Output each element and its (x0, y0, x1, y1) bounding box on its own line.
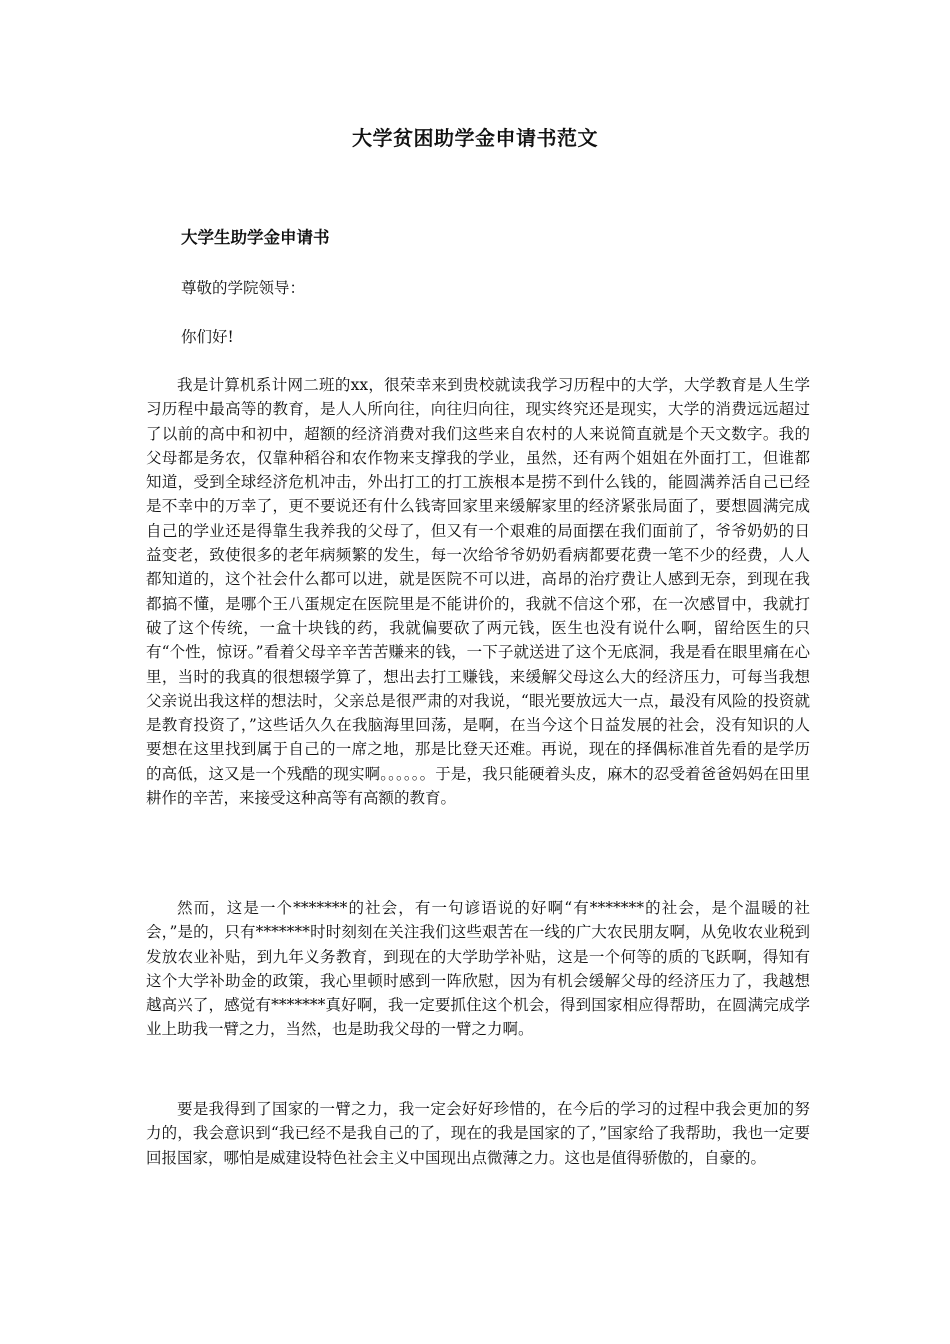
salutation: 尊敬的学院领导： (181, 279, 306, 297)
body-paragraph-1 (146, 373, 810, 810)
paragraph-text: 然而，这是一个*******的社会，有一句谚语说的好啊“有*******的社会，是个温暖的社会，”是的，只有*******时时刻刻在关注我们这些艰苦在一线的广大农民朋友啊，从免收农业税到发放农业补贴，到九年义务教育，到现在的大学助学补贴，这是一个何等的质的飞跃啊，得知有这个大学补助金的政策，我心里顿时感到一阵欣慰，因为有机会缓解父母的经济压力了，我越想越高兴了，感觉有*******真好啊，我一定要抓住这个机会，得到国家相应得帮助，在圆满完成学业上助我一臂之力，当然，也是助我父母的一臂之力啊。 (146, 899, 810, 1039)
body-paragraph-3 (146, 1097, 810, 1170)
paragraph-text: 我是计算机系计网二班的xx，很荣幸来到贵校就读我学习历程中的大学，大学教育是人生学习历程中最高等的教育，是人人所向往，向往归向往，现实终究还是现实，大学的消费远远超过了以前的高中和初中，超额的经济消费对我们这些来自农村的人来说简直就是个天文数字。我的父母都是务农，仅靠种稻谷和农作物来支撑我的学业，虽然，还有两个姐姐在外面打工，但谁都知道，受到全球经济危机冲击，外出打工的打工族根本是捞不到什么钱的，能圆满养活自己已经是不幸中的万幸了，更不要说还有什么钱寄回家里来缓解家里的经济紧张局面了，要想圆满完成自己的学业还是得靠生我养我的父母了，但又有一个艰难的局面摆在我们面前了，爷爷奶奶的日益变老，致使很多的老年病频繁的发生，每一次给爷爷奶奶看病都要花费一笔不少的经费，人人都知道的，这个社会什么都可以进，就是医院不可以进，高昂的治疗费让人感到无奈，到现在我都搞不懂，是哪个王八蛋规定在医院里是不能讲价的，我就不信这个邪，在一次感冒中，我就打破了这个传统，一盒十块钱的药，我就偏要砍了两元钱，医生也没有说什么啊，留给医生的只有“个性，惊讶。”看着父母辛辛苦苦赚来的钱，一下子就送进了这个无底洞，我是看在眼里痛在心里，当时的我真的很想辍学算了，想出去打工赚钱，来缓解父母这么大的经济压力，可每当我想父亲说出我这样的想法时，父亲总是很严肃的对我说，“眼光要放远大一点，最没有风险的投资就是教育投资了，”这些话久久在我脑海里回荡，是啊，在当今这个日益发展的社会，没有知识的人要想在这里找到属于自己的一席之地，那是比登天还难。再说，现在的择偶标准首先看的是学历的高低，这又是一个残酷的现实啊。。。。。。于是，我只能硬着头皮，麻木的忍受着爸爸妈妈在田里耕作的辛苦，来接受这种高等有高额的教育。 (146, 376, 810, 808)
document-title: 大学贫困助学金申请书范文 (352, 126, 598, 150)
body-paragraph-2 (146, 896, 810, 1042)
letter-subtitle: 大学生助学金申请书 (181, 228, 330, 247)
paragraph-text: 要是我得到了国家的一臂之力，我一定会好好珍惜的，在今后的学习的过程中我会更加的努力的，我会意识到“我已经不是我自己的了，现在的我是国家的了，”国家给了我帮助，我也一定要回报国家，哪怕是威建设特色社会主义中国现出点微薄之力。这也是值得骄傲的，自豪的。 (146, 1100, 810, 1167)
greeting: 你们好! (181, 328, 234, 346)
